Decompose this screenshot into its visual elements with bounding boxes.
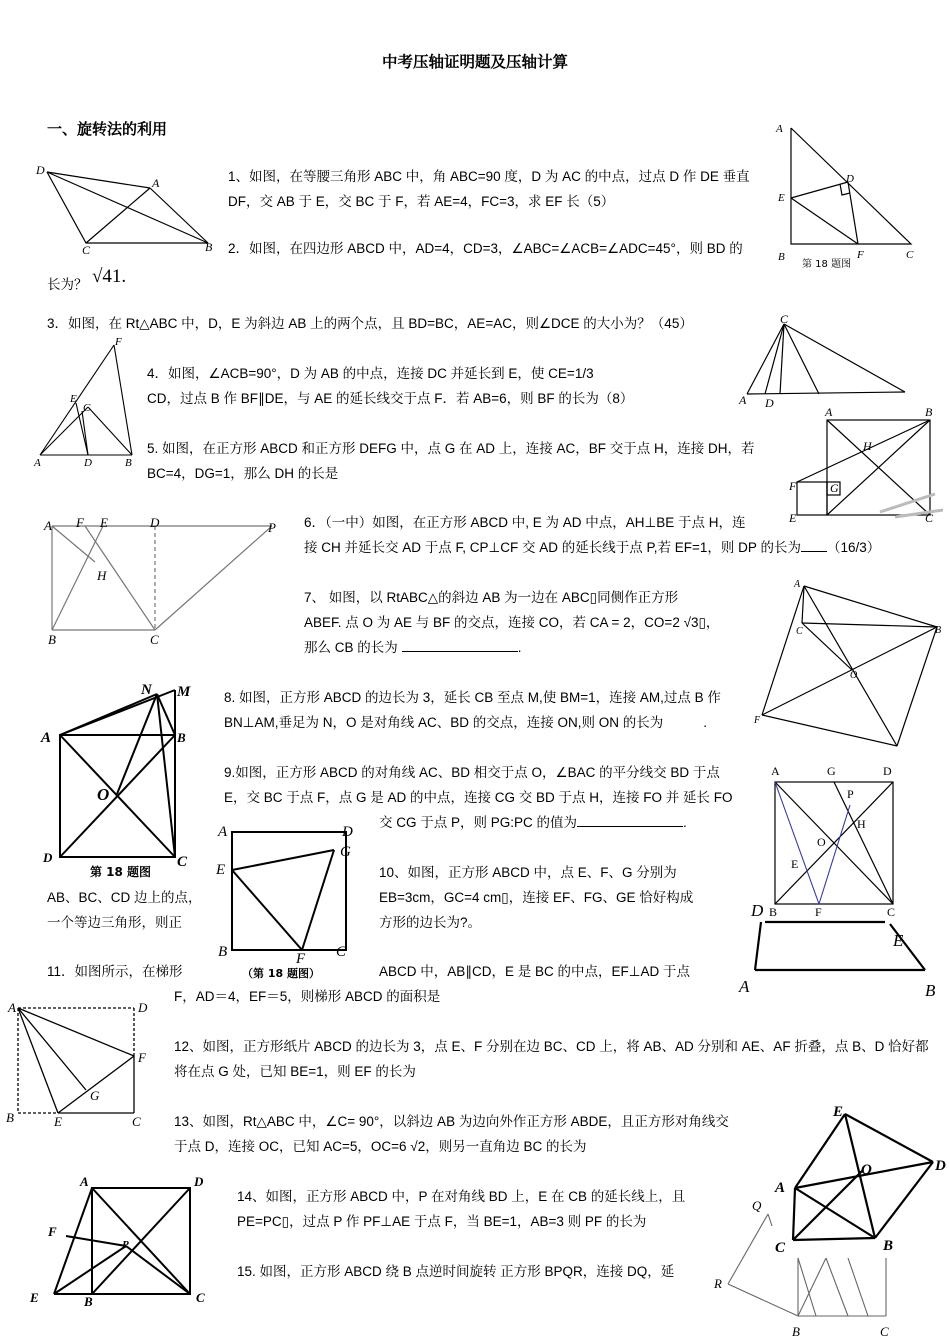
label-A: A <box>775 1180 786 1196</box>
figure-problem-6 <box>40 512 285 647</box>
problem-6-answer: （16/3） <box>826 540 881 555</box>
problem-2-line-1: 2．如图，在四边形 ABCD 中，AD=4，CD=3，∠ABC=∠ACB=∠ADC=45°，则 BD 的 <box>228 241 743 256</box>
label-A: A <box>739 977 750 996</box>
figure-problem-15 <box>708 1186 898 1342</box>
label-F: F <box>296 951 306 967</box>
label-F: F <box>48 1224 57 1239</box>
label-D: D <box>765 396 774 410</box>
label-B: B <box>6 1110 14 1125</box>
label-F: F <box>789 479 797 493</box>
label-B: B <box>925 981 936 1000</box>
problem-13-line-1: 13、如图，Rt△ABC 中，∠C= 90°，以斜边 AB 为边向外作正方形 ABDE，且正方形对角线交 <box>174 1114 729 1129</box>
label-F: F <box>815 905 822 919</box>
label-G: G <box>827 764 836 778</box>
problem-6-line-2 <box>304 535 880 560</box>
problem-11-line-2: F，AD＝4，EF＝5，则梯形 ABCD 的面积是 <box>174 989 441 1004</box>
problem-8-line-1: 8. 如图，正方形 ABCD 的边长为 3，延长 CB 至点 M,使 BM=1，连接 AM,过点 B 作 <box>224 690 721 705</box>
label-P: P <box>122 1239 129 1251</box>
problem-9-line-3: 交 CG 于点 P，则 PG:PC 的值为 . <box>379 815 687 830</box>
label-C: C <box>925 511 934 525</box>
label-B: B <box>205 240 213 254</box>
label-C: C <box>780 312 789 326</box>
problem-4-line-1: 4．如图，∠ACB=90°，D 为 AB 的中点，连接 DC 并延长到 E，使 CE=1/3 <box>147 366 594 381</box>
label-A: A <box>44 518 52 533</box>
problem-5-line-2: BC=4，DG=1，那么 DH 的长是 <box>147 466 339 481</box>
problem-1-line-2: DF，交 AB 于 E，交 BC 于 F，若 AE=4，FC=3，求 EF 长（5） <box>228 194 615 209</box>
problem-1-line-1: 1、如图，在等腰三角形 ABC 中，角 ABC=90 度，D 为 AC 的中点，过点 D 作 DE 垂直 <box>228 169 750 184</box>
label-C: C <box>132 1114 141 1129</box>
label-F: F <box>754 715 761 726</box>
problem-7-line-1: 7、 如图，以 RtABC△的斜边 AB 为一边在 ABC▯同侧作正方形 <box>304 590 679 605</box>
label-D: D <box>138 1000 148 1015</box>
label-F: F <box>115 336 122 348</box>
problem-3: 3．如图，在 Rt△ABC 中，D，E 为斜边 AB 上的两个点，且 BD=BC，AE=AC，则∠DCE 的大小为？（45） <box>47 316 693 331</box>
label-O: O <box>861 1162 872 1178</box>
figure-caption: 第 18 题图 <box>802 259 852 270</box>
label-A: A <box>776 123 783 135</box>
label-Q: Q <box>752 1198 762 1213</box>
label-B: B <box>778 251 785 263</box>
label-C: C <box>196 1290 205 1305</box>
label-A: A <box>771 764 780 778</box>
label-D: D <box>883 764 892 778</box>
label-G: G <box>90 1088 100 1103</box>
problem-9-line-2: E，交 BC 于点 F，点 G 是 AD 的中点，连接 CG 交 BD 于点 H，连接 FO 并 延长 FO <box>224 790 733 805</box>
label-G: G <box>830 481 839 495</box>
label-B: B <box>883 1238 894 1254</box>
label-D: D <box>846 173 854 185</box>
label-C: C <box>83 402 91 414</box>
label-C: C <box>906 249 914 261</box>
label-D: D <box>36 163 45 177</box>
label-D: D <box>935 1158 946 1174</box>
problem-5-line-1: 5. 如图，在正方形 ABCD 和正方形 DEFG 中，点 G 在 AD 上，连接 AC，BF 交于点 H，连接 DH，若 <box>147 441 755 456</box>
label-E: E <box>30 1290 39 1305</box>
label-C: C <box>775 1240 786 1255</box>
label-C: C <box>336 944 347 960</box>
problem-9-text: 交 CG 于点 P，则 PG:PC 的值为 <box>379 815 578 830</box>
problem-12-line-2: 将在点 G 处，已知 BE=1，则 EF 的长为 <box>174 1064 416 1079</box>
problem-2-line-2: 长为？ <box>47 277 88 292</box>
problem-4-line-2: CD，过点 B 作 BF∥DE，与 AE 的延长线交于点 F．若 AB=6，则 BF 的长为（8） <box>147 391 634 406</box>
label-B: B <box>177 730 186 745</box>
label-O: O <box>817 835 826 849</box>
problem-7-line-3: 那么 CB 的长为 . <box>304 640 522 655</box>
label-C: C <box>880 1324 889 1339</box>
problem-13-line-2: 于点 D，连接 OC，已知 AC=5，OC=6 √2，则另一直角边 BC 的长为 <box>174 1139 587 1154</box>
label-A: A <box>825 405 833 419</box>
label-A: A <box>218 824 228 840</box>
label-H: H <box>857 817 866 831</box>
figure-problem-10 <box>212 820 372 982</box>
label-D: D <box>342 824 353 840</box>
figure-problem-7 <box>752 578 947 753</box>
label-A: A <box>41 730 52 746</box>
problem-9-line-1: 9.如图，正方形 ABCD 的对角线 AC、BD 相交于点 O，∠BAC 的平分线交 BD 于点 <box>224 765 720 780</box>
problem-10-line-3: 方形的边长为?。 <box>379 915 482 930</box>
figure-problem-2 <box>30 160 220 255</box>
label-E: E <box>789 511 797 525</box>
figure-problem-8 <box>35 672 210 882</box>
figure-problem-11 <box>735 900 945 1000</box>
label-B: B <box>935 625 942 636</box>
label-D: D <box>43 850 53 865</box>
problem-6-line-1: 6．（一中）如图，在正方形 ABCD 中, E 为 AD 中点，AH⊥BE 于点 H，连 <box>304 515 746 530</box>
label-D: D <box>150 515 160 530</box>
label-N: N <box>141 682 152 698</box>
problem-14-line-2: PE=PC▯，过点 P 作 PF⊥AE 于点 F，当 BE=1，AB=3 则 PF 的长为 <box>237 1214 647 1229</box>
label-C: C <box>796 626 803 637</box>
label-O: O <box>97 785 110 804</box>
label-B: B <box>218 944 228 960</box>
problem-7-line-2: ABEF. 点 O 为 AE 与 BF 的交点，连接 CO，若 CA = 2，CO=2 √3▯， <box>304 615 720 630</box>
label-H: H <box>863 439 872 453</box>
label-B: B <box>769 905 778 919</box>
label-B: B <box>48 632 56 647</box>
label-C: C <box>887 905 896 919</box>
figure-problem-14 <box>26 1170 216 1310</box>
problem-8-line-2: BN⊥AM,垂足为 N，O 是对角线 AC、BD 的交点，连接 ON,则 ON 的长为 . <box>224 715 708 730</box>
label-R: R <box>714 1276 722 1291</box>
figure-caption: （第 18 题图） <box>242 967 320 980</box>
label-B: B <box>925 405 933 419</box>
figure-problem-9 <box>765 760 905 920</box>
problem-11-left: 11．如图所示，在梯形 <box>47 964 183 979</box>
label-A: A <box>34 457 41 469</box>
problem-10-line-1: 10、如图，正方形 ABCD 中，点 E、F、G 分别为 <box>379 865 677 880</box>
problem-10-left-2: 一个等边三角形，则正 <box>47 915 182 930</box>
label-C: C <box>150 632 159 647</box>
label-B: B <box>792 1324 800 1339</box>
label-E: E <box>70 393 77 405</box>
label-P: P <box>847 787 854 801</box>
label-D: D <box>84 457 92 469</box>
figure-problem-4 <box>30 335 145 470</box>
label-E: E <box>216 862 226 878</box>
label-O: O <box>850 670 858 681</box>
label-B: B <box>125 457 132 469</box>
label-B: B <box>84 1294 93 1309</box>
label-A: A <box>739 393 747 407</box>
answer-blank <box>801 550 827 552</box>
figure-problem-5 <box>785 402 945 527</box>
label-P: P <box>268 520 276 535</box>
label-A: A <box>794 579 801 590</box>
problem-6-text: 接 CH 并延长交 AD 于点 F, CP⊥CF 交 AD 的延长线于点 P,若 EF=1，则 DP 的长为 <box>304 540 801 555</box>
figure-problem-3 <box>735 312 910 410</box>
label-E: E <box>100 515 108 530</box>
label-D: D <box>194 1174 204 1189</box>
label-H: H <box>97 568 107 583</box>
problem-12-line-1: 12、如图，正方形纸片 ABCD 的边长为 3，点 E、F 分别在边 BC、CD 上，将 AB、AD 分别和 AE、AF 折叠，点 B、D 恰好都 <box>174 1039 929 1054</box>
label-E: E <box>833 1104 844 1120</box>
label-D: D <box>751 901 764 920</box>
label-F: F <box>76 515 84 530</box>
figure-caption: 第 18 题图 <box>90 865 152 879</box>
label-A: A <box>152 176 160 190</box>
problem-14-line-1: 14、如图，正方形 ABCD 中，P 在对角线 BD 上，E 在 CB 的延长线上，且 <box>237 1189 686 1204</box>
label-C: C <box>82 243 91 255</box>
label-C: C <box>177 854 188 870</box>
label-F: F <box>857 249 864 261</box>
figure-problem-12 <box>4 998 164 1130</box>
label-G: G <box>340 844 351 860</box>
label-E: E <box>778 192 785 204</box>
label-M: M <box>177 684 191 700</box>
problem-7-text: 那么 CB 的长为 <box>304 640 398 655</box>
label-A: A <box>8 1000 16 1015</box>
problem-15: 15. 如图，正方形 ABCD 绕 B 点逆时间旋转 正方形 BPQR，连接 DQ，延 <box>237 1264 675 1279</box>
page-title: 中考压轴证明题及压轴计算 <box>381 53 568 71</box>
answer-blank <box>577 825 683 827</box>
label-E: E <box>791 857 799 871</box>
problem-10-left-1: AB、BC、CD 边上的点， <box>47 890 202 905</box>
problem-10-line-2: EB=3cm，GC=4 cm▯，连接 EF、FG、GE 恰好构成 <box>379 890 694 905</box>
label-F: F <box>138 1050 146 1065</box>
label-E: E <box>54 1114 62 1129</box>
label-A: A <box>80 1174 89 1189</box>
problem-8-text: BN⊥AM,垂足为 N，O 是对角线 AC、BD 的交点，连接 ON,则 ON 的长为 <box>224 715 664 730</box>
label-E: E <box>893 931 904 950</box>
answer-blank <box>402 650 518 652</box>
section-heading: 一、旋转法的利用 <box>47 120 168 138</box>
problem-2-answer: √41. <box>92 266 127 287</box>
problem-11-line-1: ABCD 中，AB∥CD，E 是 BC 的中点，EF⊥AD 于点 <box>379 964 691 979</box>
figure-problem-1 <box>770 120 920 275</box>
